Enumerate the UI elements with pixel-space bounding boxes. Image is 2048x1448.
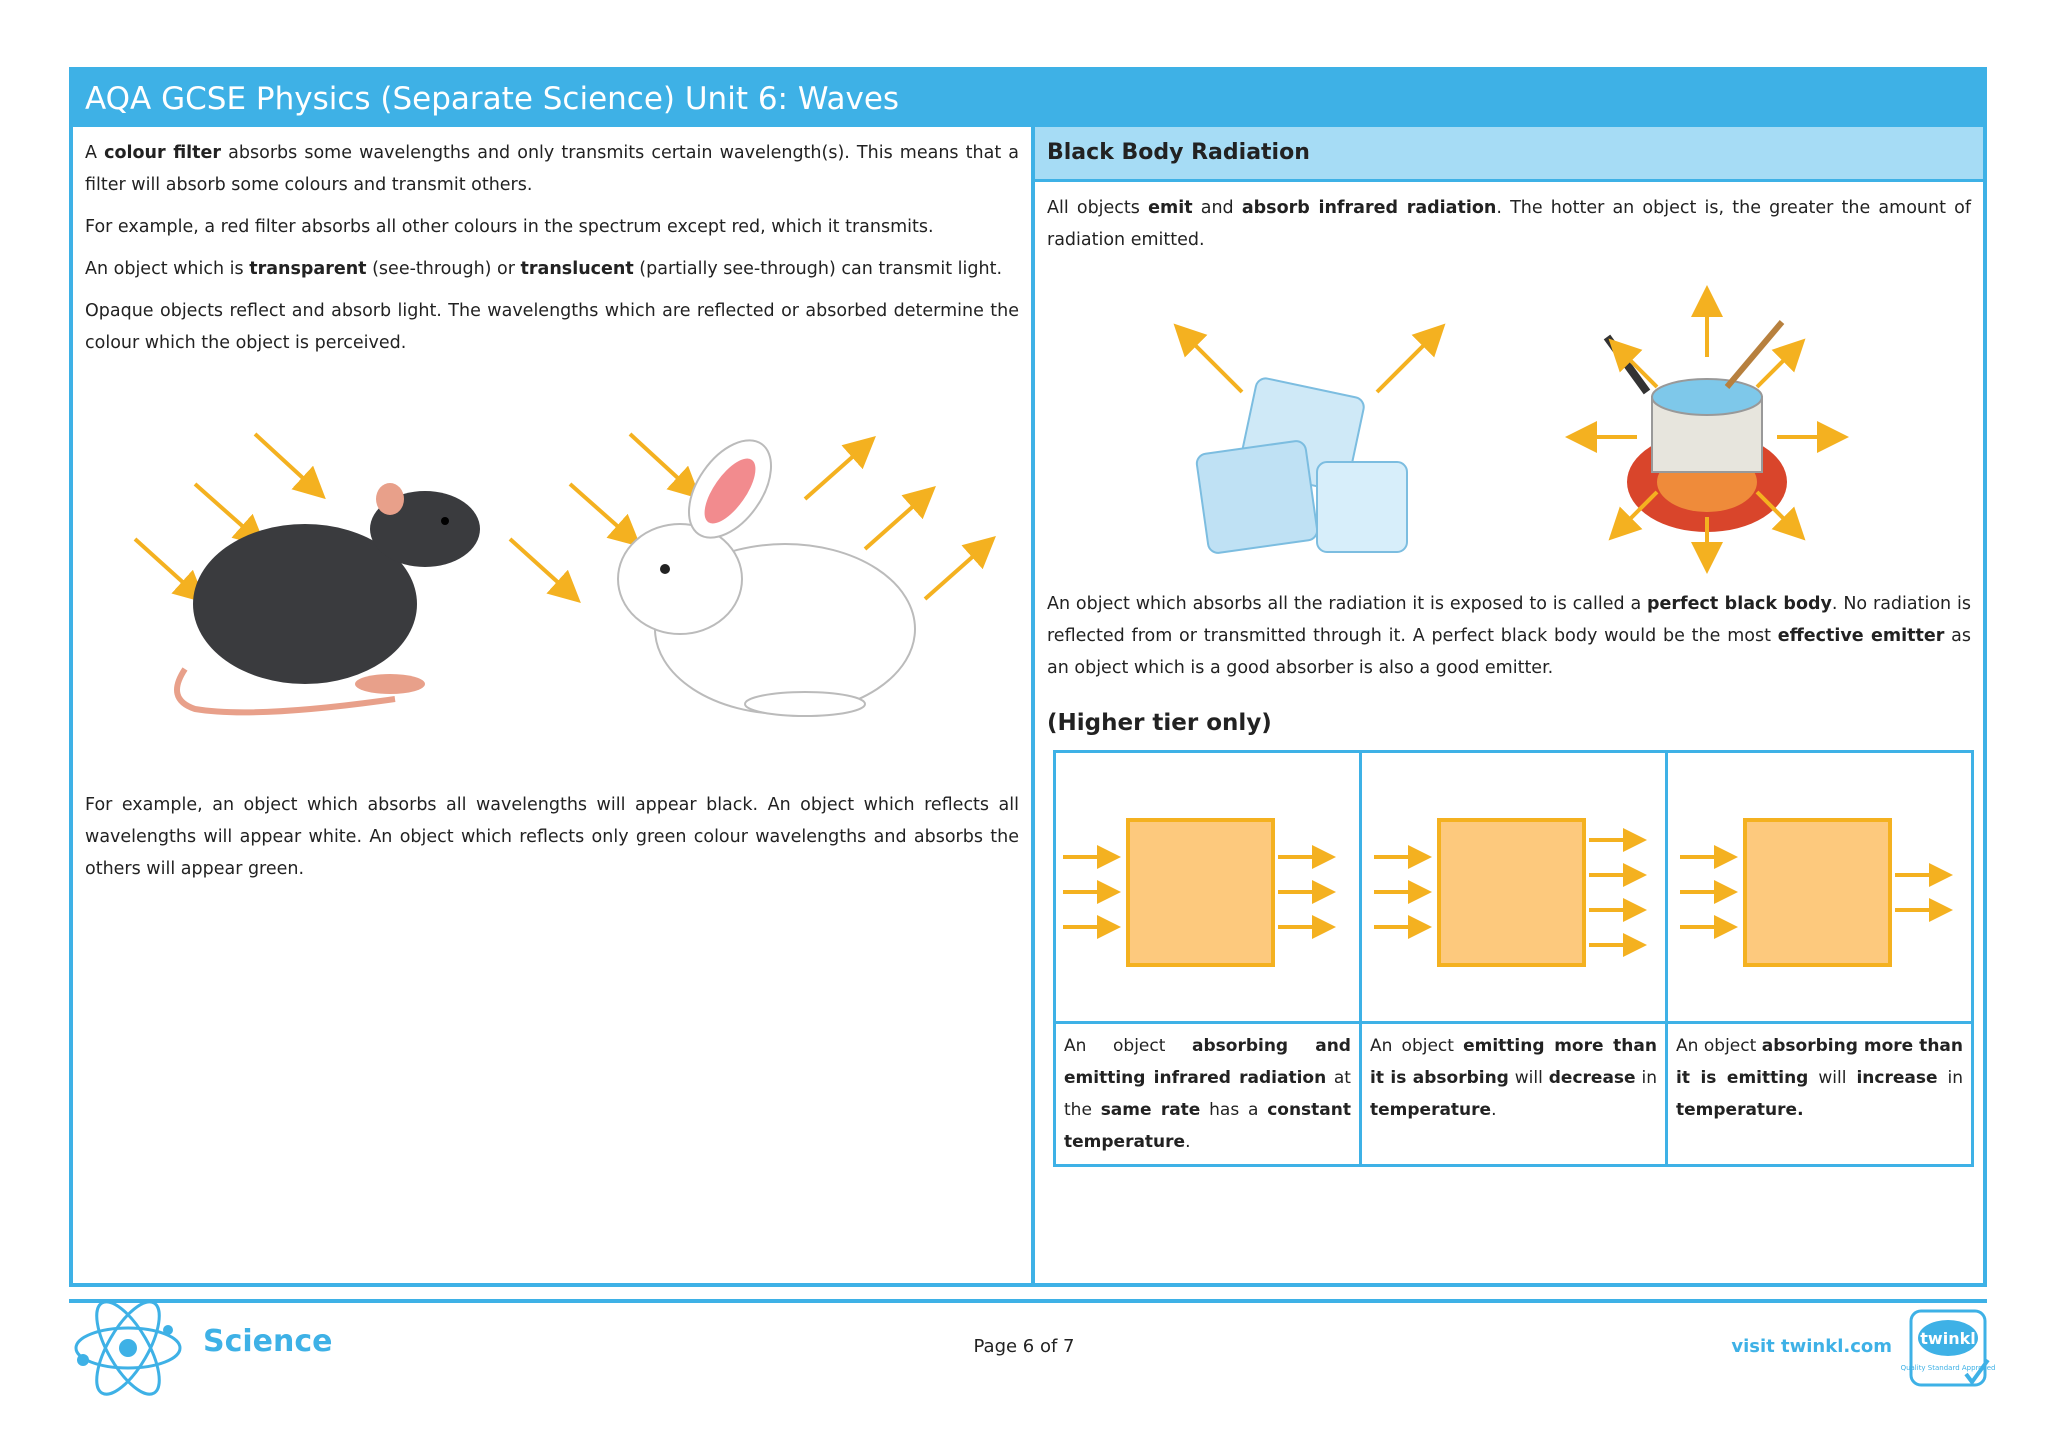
visit-link[interactable]: visit twinkl.com	[1731, 1336, 1892, 1357]
black-rat-picture	[177, 483, 480, 712]
black-body-paragraph: An object which absorbs all the radiation it is exposed to is called a perfect black body. No radiation is reflected from or transmitted through it. A perfect black body would be the most effective emitter as an object which is a good absorber is also a good emitter.	[1047, 594, 1972, 678]
rat-rabbit-illustration	[85, 369, 1019, 759]
table-row	[1055, 752, 1973, 1023]
opaque-paragraph: Opaque objects reflect and absorb light. The wavelengths which are reflected or absorbed determine the colour which the object is perceived.	[85, 301, 1019, 353]
ice-cubes-picture	[1182, 332, 1437, 554]
diagram-cell-constant	[1055, 752, 1361, 1023]
footer-subject: Science	[203, 1324, 333, 1359]
boiling-pan-picture	[1577, 297, 1837, 562]
caption-constant: An object absorbing and emitting infrared radiation at the same rate has a constant temperature.	[1055, 1023, 1361, 1166]
increasing-temperature-diagram	[1670, 795, 1970, 975]
emit-absorb-paragraph: All objects emit and absorb infrared radiation. The hotter an object is, the greater the amount of radiation emitted.	[1047, 198, 1971, 250]
right-column	[1035, 127, 1983, 1283]
decreasing-temperature-diagram	[1364, 795, 1664, 975]
page-title: AQA GCSE Physics (Separate Science) Unit 6: Waves	[73, 71, 1983, 127]
diagram-cell-increase	[1667, 752, 1973, 1023]
colour-filter-paragraph: A colour filter absorbs some wavelengths and only transmits certain wavelength(s). This means that a filter will absorb some colours and transmit others.	[85, 143, 1020, 195]
caption-increase: An object absorbing more than it is emitting will increase in temperature.	[1667, 1023, 1973, 1166]
higher-tier-heading: (Higher tier only)	[1047, 710, 1272, 736]
table-row	[1055, 1023, 1973, 1166]
section-heading: Black Body Radiation	[1035, 127, 1983, 182]
constant-temperature-diagram	[1058, 795, 1358, 975]
transparent-paragraph: An object which is transparent (see-through) or translucent (partially see-through) can transmit light.	[85, 259, 1003, 279]
twinkl-quality-badge-icon	[1900, 1308, 1996, 1390]
footer-divider	[69, 1299, 1987, 1303]
left-column	[85, 137, 1019, 895]
page-number: Page 6 of 7	[973, 1336, 1075, 1357]
ice-and-pan-illustration	[1047, 262, 1968, 572]
higher-tier-table	[1053, 750, 1974, 1167]
caption-decrease: An object emitting more than it is absorbing will decrease in temperature.	[1361, 1023, 1667, 1166]
white-rabbit-picture	[618, 426, 915, 716]
quality-badge-text: Quality Standard Approved	[1900, 1364, 1996, 1372]
twinkl-logo-text: twinkl	[1920, 1329, 1976, 1348]
red-filter-paragraph: For example, a red filter absorbs all other colours in the spectrum except red, which it transmits.	[85, 217, 934, 237]
worksheet-frame	[69, 67, 1987, 1287]
diagram-cell-decrease	[1361, 752, 1667, 1023]
absorb-reflect-paragraph: For example, an object which absorbs all wavelengths will appear black. An object which reflects all wavelengths will appear white. An object which reflects only green colour wavelengths and absorbs the others will appear green.	[85, 795, 1019, 879]
